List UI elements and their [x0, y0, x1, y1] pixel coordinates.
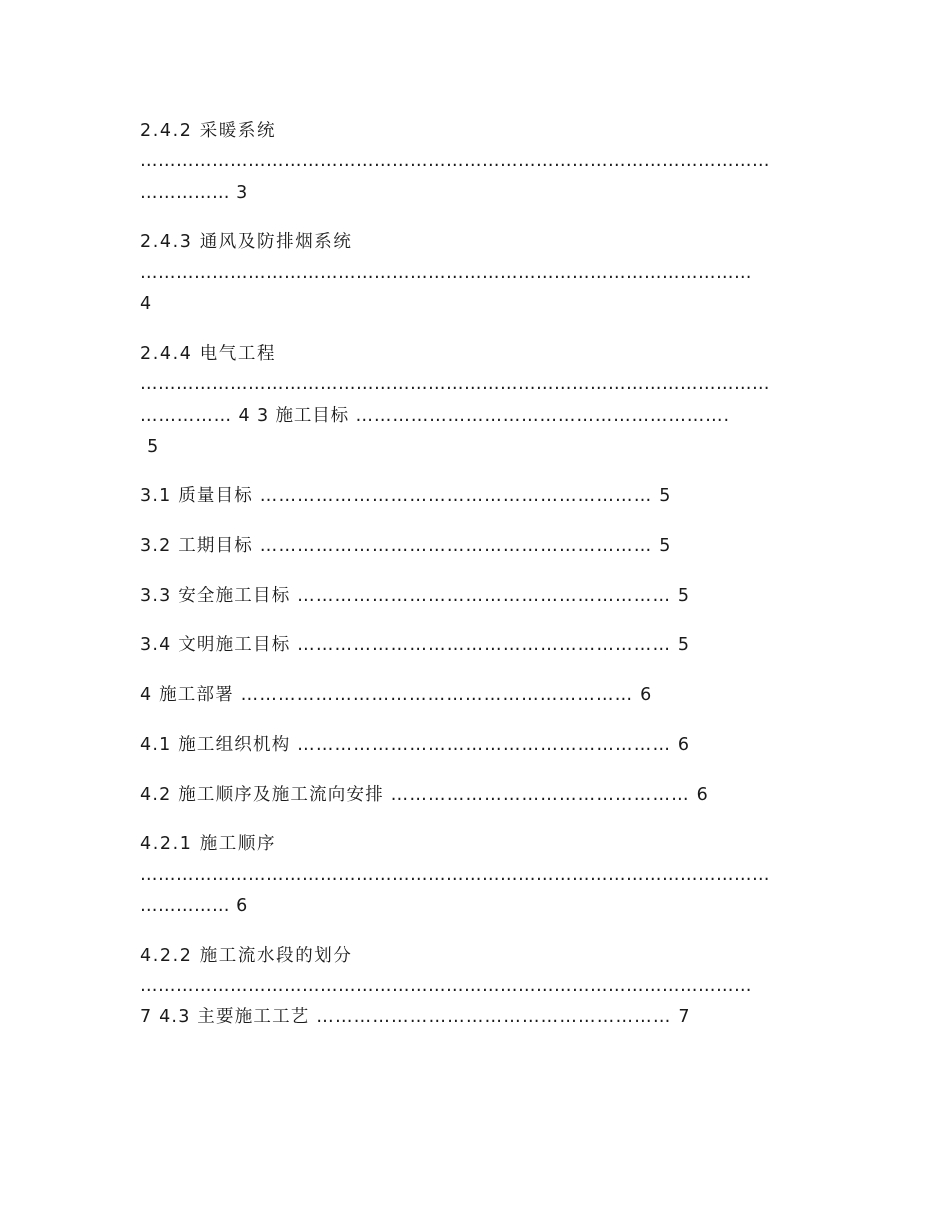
toc-line: 5	[140, 437, 160, 457]
toc-line: 3.1 质量目标 ……………………………………………………… 5	[140, 486, 672, 506]
toc-line: ……………………………………………………………………………………………	[140, 151, 770, 171]
toc-line: 4.2.1 施工顺序	[140, 834, 277, 854]
toc-line: 4	[140, 294, 153, 314]
toc-line: 2.4.3 通风及防排烟系统	[140, 232, 353, 252]
toc-line: 4.2 施工顺序及施工流向安排 ………………………………………… 6	[140, 785, 709, 805]
toc-line: 2.4.4 电气工程	[140, 344, 277, 364]
toc-line: …………… 3	[140, 183, 248, 203]
toc-line: …………… 4 3 施工目标 …………………………………………………….	[140, 406, 730, 426]
toc-line: 3.2 工期目标 ……………………………………………………… 5	[140, 536, 672, 556]
toc-line: …………… 6	[140, 896, 248, 916]
toc-line: ……………………………………………………………………………………………	[140, 374, 770, 394]
toc-line: 7 4.3 主要施工工艺 ………………………………………………… 7	[140, 1007, 691, 1027]
toc-line: ……………………………………………………………………………………………	[140, 865, 770, 885]
toc-line: 4.2.2 施工流水段的划分	[140, 946, 353, 966]
toc-line: 4.1 施工组织机构 …………………………………………………… 6	[140, 735, 691, 755]
toc-line: …………………………………………………………………………………………	[140, 263, 752, 283]
toc-line: 4 施工部署 ……………………………………………………… 6	[140, 685, 653, 705]
toc-line: …………………………………………………………………………………………	[140, 976, 752, 996]
toc-line: 2.4.2 采暖系统	[140, 121, 277, 141]
toc-line: 3.4 文明施工目标 …………………………………………………… 5	[140, 635, 691, 655]
toc-line: 3.3 安全施工目标 …………………………………………………… 5	[140, 586, 691, 606]
